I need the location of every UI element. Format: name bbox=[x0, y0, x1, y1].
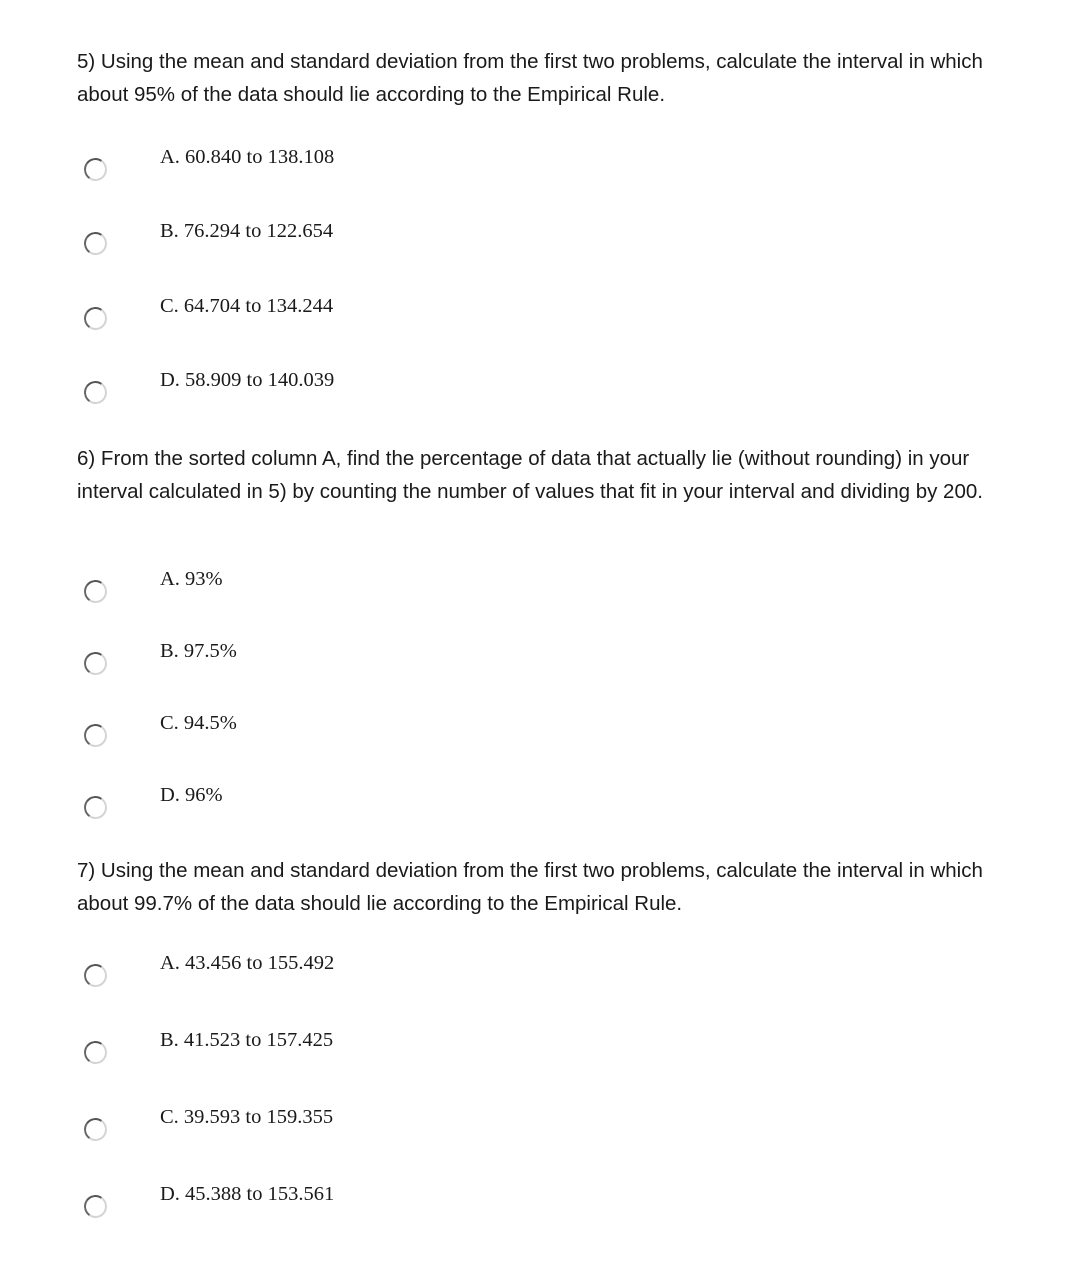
radio-button[interactable] bbox=[82, 379, 109, 406]
radio-button[interactable] bbox=[82, 1193, 109, 1220]
option-label: C. 94.5% bbox=[160, 712, 237, 734]
question-5-option-d[interactable] bbox=[84, 367, 684, 407]
question-7-option-d[interactable] bbox=[84, 1181, 684, 1221]
question-5-option-c[interactable] bbox=[84, 293, 684, 333]
option-label: A. 43.456 to 155.492 bbox=[160, 952, 335, 974]
option-label: C. 64.704 to 134.244 bbox=[160, 295, 334, 317]
radio-button[interactable] bbox=[82, 156, 109, 183]
question-6-option-d[interactable] bbox=[84, 782, 684, 822]
radio-button[interactable] bbox=[82, 1039, 109, 1066]
option-label: B. 97.5% bbox=[160, 640, 237, 662]
radio-button[interactable] bbox=[82, 650, 109, 677]
option-label: D. 96% bbox=[160, 784, 223, 806]
radio-button[interactable] bbox=[82, 230, 109, 257]
question-6-text: 6) From the sorted column A, find the percentage of data that actually lie (without rounding) in your interval calculated in 5) by counting the number of values that fit in your interval and dividing by 200. bbox=[77, 447, 983, 503]
question-5-option-a[interactable] bbox=[84, 144, 684, 184]
question-5-text: 5) Using the mean and standard deviation from the first two problems, calculate the interval in which about 95% of the data should lie according to the Empirical Rule. bbox=[77, 50, 983, 106]
option-label: B. 76.294 to 122.654 bbox=[160, 220, 334, 242]
radio-button[interactable] bbox=[82, 794, 109, 821]
question-6-option-c[interactable] bbox=[84, 710, 684, 750]
question-7-option-a[interactable] bbox=[84, 950, 684, 990]
radio-button[interactable] bbox=[82, 722, 109, 749]
question-7-option-b[interactable] bbox=[84, 1027, 684, 1067]
question-7-text: 7) Using the mean and standard deviation from the first two problems, calculate the interval in which about 99.7% of the data should lie according to the Empirical Rule. bbox=[77, 859, 983, 915]
option-label: A. 93% bbox=[160, 568, 223, 590]
option-label: D. 45.388 to 153.561 bbox=[160, 1183, 335, 1205]
radio-button[interactable] bbox=[82, 1116, 109, 1143]
option-label: B. 41.523 to 157.425 bbox=[160, 1029, 334, 1051]
option-label: C. 39.593 to 159.355 bbox=[160, 1106, 334, 1128]
option-label: A. 60.840 to 138.108 bbox=[160, 146, 335, 168]
radio-button[interactable] bbox=[82, 578, 109, 605]
question-5-option-b[interactable] bbox=[84, 218, 684, 258]
question-6-option-a[interactable] bbox=[84, 566, 684, 606]
option-label: D. 58.909 to 140.039 bbox=[160, 369, 335, 391]
radio-button[interactable] bbox=[82, 962, 109, 989]
radio-button[interactable] bbox=[82, 305, 109, 332]
question-7-option-c[interactable] bbox=[84, 1104, 684, 1144]
question-6-option-b[interactable] bbox=[84, 638, 684, 678]
